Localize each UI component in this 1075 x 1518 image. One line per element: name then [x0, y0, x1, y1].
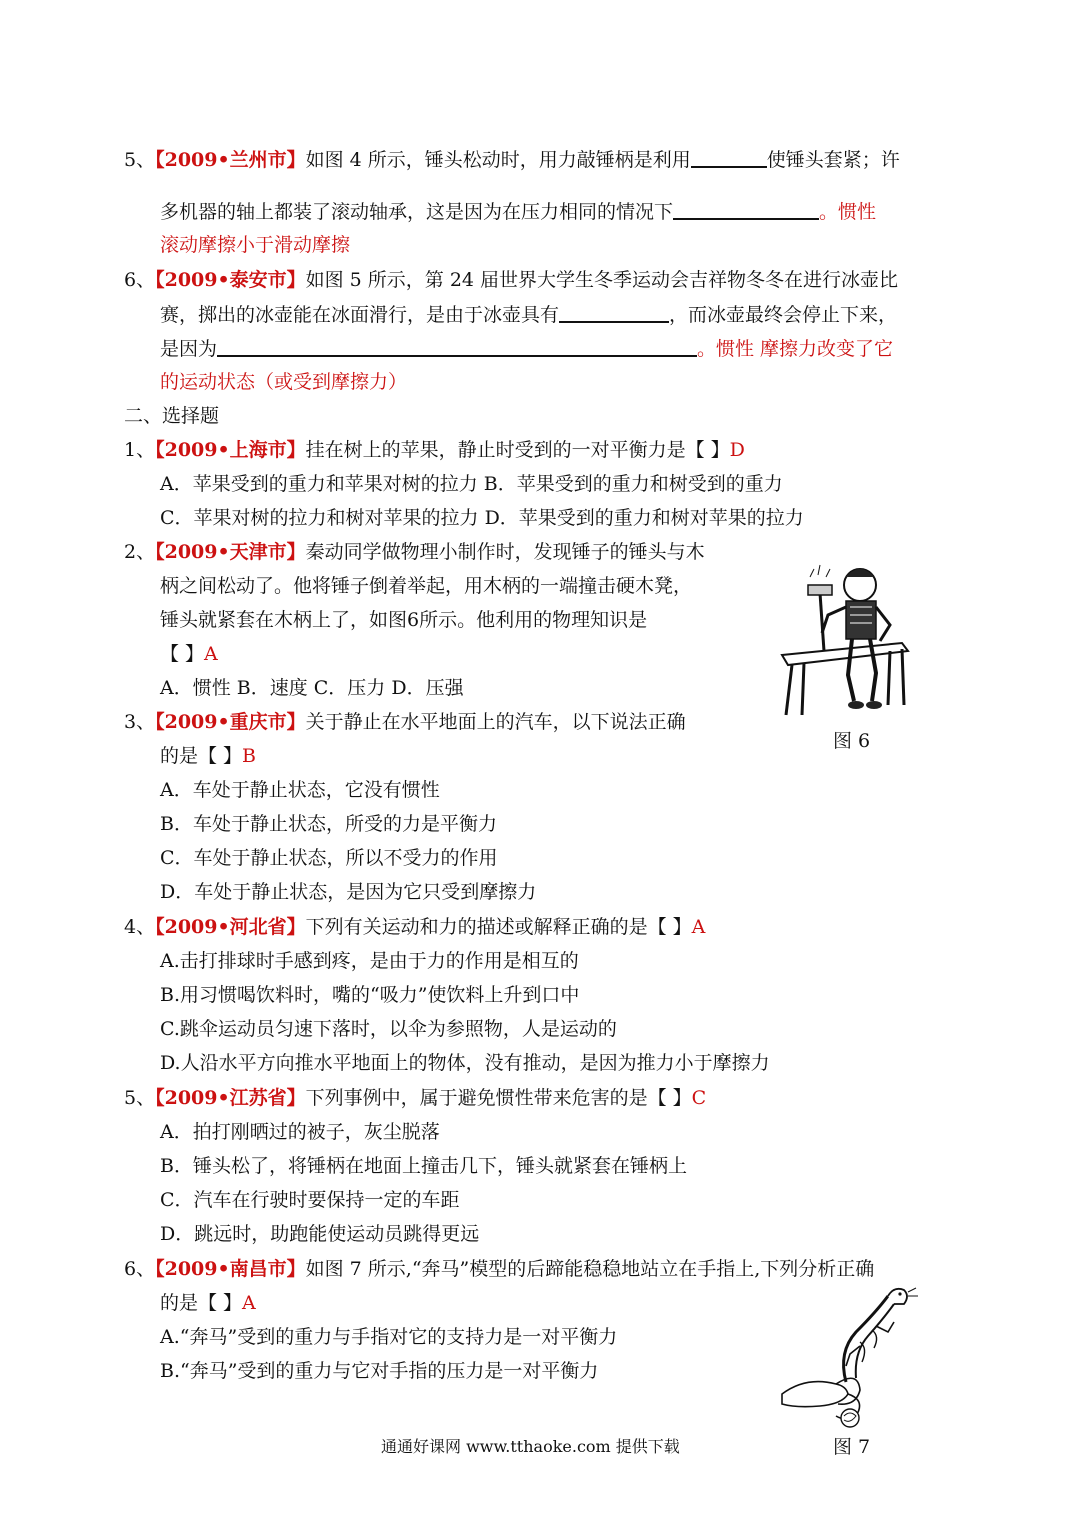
mc-q4-option-a: A.击打排球时手感到疼，是由于力的作用是相互的 [160, 950, 579, 972]
answer-blank [673, 198, 819, 220]
mc-q2-bracket [160, 641, 218, 667]
mc-q5-option-d: D．跳远时，助跑能使运动员跳得更远 [160, 1223, 480, 1245]
mc-q4-option-d: D.人沿水平方向推水平地面上的物体，没有推动，是因为推力小于摩擦力 [160, 1052, 770, 1074]
answer-bracket: 【 】 [160, 643, 205, 665]
figure-6-caption: 图 6 [833, 730, 871, 752]
fill-q6-line2 [160, 301, 897, 328]
question-text: 的是【 】 [160, 1292, 243, 1314]
mc-q6-option-b: B.“奔马”受到的重力与它对手指的压力是一对平衡力 [160, 1360, 599, 1382]
mc-q2-stem-3: 锤头就紧套在木柄上了，如图6所示。他利用的物理知识是 [160, 609, 648, 631]
question-text: 秦动同学做物理小制作时，发现锤子的锤头与木 [305, 541, 705, 563]
question-text: 的是【 】 [160, 745, 243, 767]
question-number: 6、 [124, 269, 156, 291]
fill-q6-line1 [124, 267, 898, 293]
source-tag: 【2009•重庆市】 [155, 711, 306, 733]
mc-q4-option-b: B.用习惯喝饮料时，嘴的“吸力”使饮料上升到口中 [160, 984, 580, 1006]
page-footer: 通通好课网 www.tthaoke.com 提供下载 [381, 1437, 680, 1456]
answer-text: D [729, 439, 745, 461]
answer-text: 。惯性 [819, 201, 877, 223]
answer-blank [217, 335, 697, 357]
question-number: 2、 [124, 541, 156, 563]
section-title: 二、选择题 [124, 405, 220, 427]
mc-q2-stem-2: 柄之间松动了。他将锤子倒着举起，用木柄的一端撞击硬木凳， [160, 575, 693, 597]
question-number: 4、 [124, 916, 156, 938]
question-text: 下列有关运动和力的描述或解释正确的是【 】 [305, 916, 692, 938]
question-text: 赛，掷出的冰壶能在冰面滑行，是由于冰壶具有 [160, 304, 560, 326]
mc-q5-stem [124, 1085, 706, 1111]
question-text: 下列事例中，属于避免惯性带来危害的是【 】 [305, 1087, 692, 1109]
question-number: 1、 [124, 439, 156, 461]
mc-q3-option-a: A．车处于静止状态，它没有惯性 [160, 779, 440, 801]
question-text: 如图 4 所示，锤头松动时，用力敲锤柄是利用 [305, 149, 691, 171]
source-tag: 【2009•南昌市】 [155, 1258, 306, 1280]
figure-7-caption: 图 7 [833, 1436, 871, 1458]
question-text: 如图 5 所示，第 24 届世界大学生冬季运动会吉祥物冬冬在进行冰壶比 [305, 269, 899, 291]
fill-q5-answer: 滚动摩擦小于滑动摩擦 [160, 234, 351, 256]
mc-q5-option-b: B．锤头松了，将锤柄在地面上撞击几下，锤头就紧套在锤柄上 [160, 1155, 687, 1177]
question-text: 使锤头套紧；许 [766, 149, 900, 171]
fill-q6-line3 [160, 335, 893, 362]
source-tag: 【2009•天津市】 [155, 541, 306, 563]
question-text: 是因为 [160, 338, 218, 360]
mc-q3-stem-2 [160, 743, 256, 769]
mc-q2-options: A．惯性 B．速度 C．压力 D．压强 [160, 677, 464, 699]
answer-text: 。惯性 摩擦力改变了它 [697, 338, 894, 360]
answer-text: A [691, 916, 706, 938]
fill-q5-line1 [124, 146, 900, 173]
source-tag: 【2009•泰安市】 [155, 269, 306, 291]
source-tag: 【2009•河北省】 [155, 916, 306, 938]
source-tag: 【2009•兰州市】 [155, 149, 306, 171]
answer-text: A [204, 643, 218, 665]
mc-q3-option-b: B．车处于静止状态，所受的力是平衡力 [160, 813, 497, 835]
mc-q4-stem [124, 914, 705, 940]
fill-q5-line2 [160, 198, 876, 225]
question-text: 关于静止在水平地面上的汽车，以下说法正确 [305, 711, 686, 733]
figure-6-boy-hammer-illustration [772, 555, 912, 725]
question-text: ，而冰壶最终会停止下来， [669, 304, 898, 326]
mc-q1-options-cd: C．苹果对树的拉力和树对苹果的拉力 D．苹果受到的重力和树对苹果的拉力 [160, 507, 804, 529]
answer-text: B [242, 745, 257, 767]
mc-q3-option-c: C．车处于静止状态，所以不受力的作用 [160, 847, 498, 869]
question-number: 5、 [124, 1087, 156, 1109]
mc-q5-option-c: C．汽车在行驶时要保持一定的车距 [160, 1189, 460, 1211]
mc-q4-option-c: C.跳伞运动员匀速下落时，以伞为参照物，人是运动的 [160, 1018, 617, 1040]
question-number: 3、 [124, 711, 156, 733]
question-text: 挂在树上的苹果，静止时受到的一对平衡力是【 】 [305, 439, 730, 461]
answer-blank [691, 146, 767, 168]
source-tag: 【2009•江苏省】 [155, 1087, 306, 1109]
mc-q5-option-a: A．拍打刚晒过的被子，灰尘脱落 [160, 1121, 440, 1143]
question-number: 6、 [124, 1258, 156, 1280]
mc-q6-stem-1 [124, 1256, 874, 1282]
mc-q6-option-a: A.“奔马”受到的重力与手指对它的支持力是一对平衡力 [160, 1326, 618, 1348]
question-text: 如图 7 所示,“奔马”模型的后蹄能稳稳地站立在手指上,下列分析正确 [305, 1258, 875, 1280]
question-number: 5、 [124, 149, 156, 171]
mc-q1-stem [124, 437, 745, 463]
answer-text: A [242, 1292, 256, 1314]
mc-q3-option-d: D．车处于静止状态，是因为它只受到摩擦力 [160, 881, 537, 903]
mc-q3-stem-1 [124, 709, 686, 735]
answer-text: C [691, 1087, 707, 1109]
mc-q6-stem-2 [160, 1290, 256, 1316]
mc-q1-options-ab: A．苹果受到的重力和苹果对树的拉力 B．苹果受到的重力和树受到的重力 [160, 473, 783, 495]
source-tag: 【2009•上海市】 [155, 439, 306, 461]
mc-q2-stem-1 [124, 539, 705, 565]
answer-blank [559, 301, 669, 323]
figure-7-horse-on-finger-illustration [776, 1282, 926, 1432]
fill-q6-answer: 的运动状态（或受到摩擦力） [160, 371, 408, 393]
question-text: 多机器的轴上都装了滚动轴承，这是因为在压力相同的情况下 [160, 201, 674, 223]
